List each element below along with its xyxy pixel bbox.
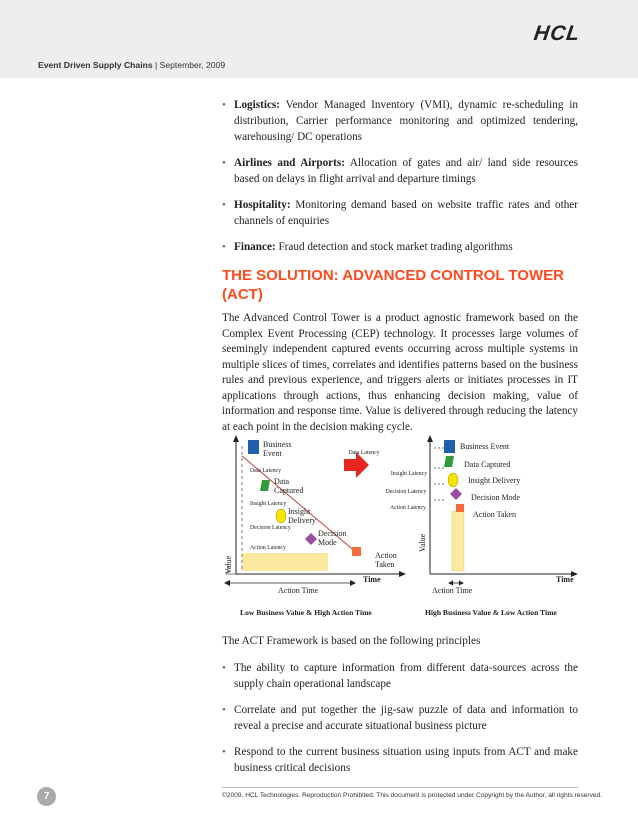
copyright-notice: ©2009, HCL Technologies. Reproduction Prohibited. This document is protected under Copyright by the Author, all rights reserved. <box>222 792 603 799</box>
industry-item-hospitality <box>222 197 578 229</box>
left-step-label: Action <box>375 551 397 560</box>
left-step-label: Taken <box>375 560 395 569</box>
left-x-axis-label: Time <box>363 575 381 584</box>
industry-label: Finance: <box>234 241 276 253</box>
hcl-logo: HCL <box>532 22 582 45</box>
right-action-time-label: Action Time <box>432 586 473 595</box>
latency-diagram <box>222 432 582 622</box>
section-paragraph: The Advanced Control Tower is a product agnostic framework based on the Complex Event Processing (CEP) technology. It processes large volumes of seemingly independent captured events occurring across multiple systems in multiple slices of times, correlates and identifies patterns based on the business rules and previous experience, and triggers alerts or initiates processes in IT applications through actions, thus enhancing decision making, value of information and response time. Value is delivered through reducing the latency at each point in the decision making cycle. <box>222 312 578 433</box>
footer-divider <box>222 787 578 788</box>
left-step-label: Business <box>263 440 292 449</box>
industry-item-logistics <box>222 97 578 145</box>
right-value-area <box>452 511 464 571</box>
industry-label: Logistics: <box>234 99 280 111</box>
left-span-arrow <box>224 580 230 586</box>
right-latency-label: Insight Latency <box>390 471 428 477</box>
left-data-captured-marker <box>260 480 270 491</box>
right-step-label: Decision Mode <box>471 493 521 502</box>
left-insight-marker <box>276 509 286 523</box>
right-step-label: Insight Delivery <box>468 476 521 485</box>
document-title <box>38 60 225 70</box>
right-data-captured-marker <box>444 456 454 467</box>
right-panel <box>348 435 578 617</box>
left-value-area <box>242 553 328 571</box>
right-business-event-marker <box>444 440 455 453</box>
left-action-marker <box>352 547 361 556</box>
right-y-axis-label: Value <box>418 533 427 552</box>
industry-text: Monitoring demand based on website traffic rates and other channels of enquiries <box>234 199 578 227</box>
left-step-label: Decision <box>318 529 347 538</box>
right-caption: High Business Value & Low Action Time <box>425 608 557 617</box>
industry-text: Allocation of gates and air/ land side resources based on delays in flight arrival and departure timings <box>234 157 578 185</box>
industry-item-airlines <box>222 155 578 187</box>
left-x-axis-arrow <box>399 571 406 577</box>
right-span-arrow <box>459 581 464 586</box>
industry-text: Vendor Managed Inventory (VMI), dynamic re-scheduling in distribution, Carrier performance monitoring and optimized tendering, warehousing/ DC operations <box>234 99 578 143</box>
right-x-axis-label: Time <box>556 575 574 584</box>
industry-list <box>222 97 578 265</box>
principle-item: • Correlate and put together the jig-saw puzzle of data and information to reveal a precise and accurate situational business picture <box>222 702 578 734</box>
right-decision-marker <box>450 488 462 500</box>
right-insight-marker <box>448 473 458 487</box>
left-caption: Low Business Value & High Action Time <box>240 608 372 617</box>
right-step-label: Data Captured <box>464 460 511 469</box>
left-step-label: Event <box>263 449 282 458</box>
document-date: September, 2009 <box>159 60 226 70</box>
left-span-arrow <box>350 580 356 586</box>
left-latency-label: Action Latency <box>250 545 286 551</box>
principle-item: • The ability to capture information from different data-sources across the supply chain operational landscape <box>222 660 578 692</box>
principles-list <box>222 660 578 786</box>
principle-item: • Respond to the current business situation using inputs from ACT and make business critical decisions <box>222 744 578 776</box>
left-latency-label: Insight Latency <box>250 501 287 507</box>
industry-text: Fraud detection and stock market trading algorithms <box>278 241 513 253</box>
right-y-axis-arrow <box>427 435 433 442</box>
right-step-label: Business Event <box>460 442 510 451</box>
industry-label: Hospitality: <box>234 199 291 211</box>
right-latency-label: Decision Latency <box>385 489 427 495</box>
right-latency-label: Data Latency <box>348 450 380 456</box>
principles-intro: The ACT Framework is based on the following principles <box>222 635 481 647</box>
industry-item-finance <box>222 239 578 255</box>
left-step-label: Data <box>274 477 290 486</box>
left-y-axis-label: Value <box>224 555 233 574</box>
right-latency-label: Action Latency <box>390 505 426 511</box>
left-y-axis-arrow <box>233 435 239 442</box>
industry-label: Airlines and Airports: <box>234 157 345 169</box>
left-business-event-marker <box>248 440 259 454</box>
left-step-label: Insight <box>288 507 311 516</box>
left-step-label: Delivery <box>288 516 316 525</box>
document-title-separator: | <box>152 60 160 70</box>
page-number: 7 <box>37 787 56 806</box>
left-step-label: Mode <box>318 538 337 547</box>
right-span-arrow <box>448 581 453 586</box>
left-latency-label: Decision Latency <box>250 525 291 531</box>
left-step-label: Captured <box>274 486 304 495</box>
right-action-marker <box>456 504 464 512</box>
left-decision-marker <box>305 533 317 545</box>
left-latency-label: Data Latency <box>250 468 282 474</box>
left-panel <box>224 435 406 617</box>
left-action-time-label: Action Time <box>278 586 319 595</box>
page-header <box>0 0 638 78</box>
section-heading: THE SOLUTION: ADVANCED CONTROL TOWER (ACT) <box>222 267 564 303</box>
right-step-label: Action Taken <box>473 510 517 519</box>
document-title-main: Event Driven Supply Chains <box>38 60 153 70</box>
